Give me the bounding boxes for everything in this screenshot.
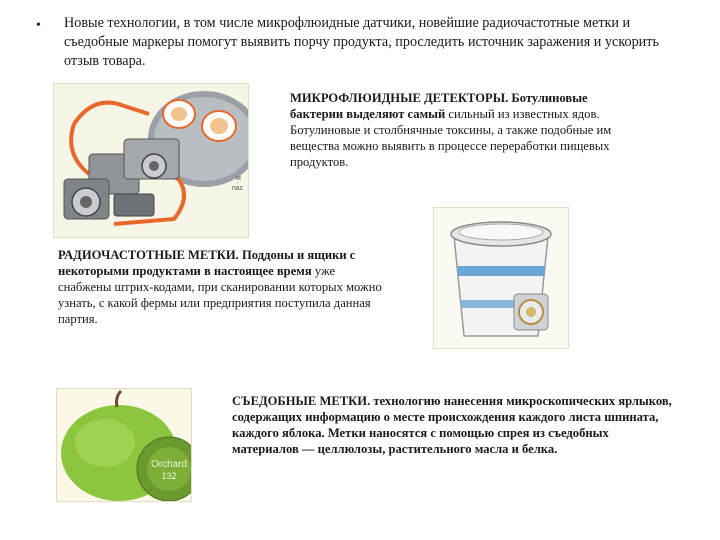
detectors-paragraph [290, 90, 640, 170]
rfid-bold-text: Поддоны и ящики с некоторыми продуктами в настоящее время [58, 248, 356, 278]
edible-heading: СЪЕДОБНЫЕ МЕТКИ. [232, 394, 371, 408]
svg-text:пас: пас [232, 185, 244, 192]
detectors-bold-text: Ботулиновые бактерии выделяют самый [290, 91, 588, 121]
edible-paragraph [232, 393, 672, 457]
sensor-caption: м [236, 175, 241, 182]
detectors-text: сильный из известных ядов. Ботулиновые и столбнячные токсины, а также подобные им вещества можно выявить в процессе переработки пищевых продуктов. [290, 107, 612, 169]
rfid-text: уже снабжены штрих-кодами, при сканировании которых можно узнать, с какой фермы или предприятия поступила данная партия. [58, 264, 382, 326]
rfid-paragraph [58, 247, 388, 327]
edible-apple-image [56, 388, 192, 502]
apple-label-line2: 132 [161, 471, 177, 481]
rfid-heading: РАДИОЧАСТОТНЫЕ МЕТКИ. [58, 248, 239, 262]
intro-paragraph: Новые технологии, в том числе микрофлюидные датчики, новейшие радиочастотные метки и съедобные маркеры помогут выявить порчу продукта, проследить источник заражения и ускорить отзыв товара. [64, 15, 659, 69]
microfluidic-sensor-image [53, 83, 249, 238]
rfid-cup-image [433, 207, 569, 349]
detectors-heading: МИКРОФЛЮИДНЫЕ ДЕТЕКТОРЫ. [290, 91, 509, 105]
apple-label-line1: Orchard [150, 459, 188, 470]
edible-text: технологию нанесения микроскопических ярлыков, содержащих информацию о месте происхождения каждого листа шпината, каждого яблока. Метки наносятся с помощью спрея из съедобных материалов — целлюлозы, растительного масла и белка. [232, 394, 672, 456]
bullet-icon: • [36, 18, 41, 33]
